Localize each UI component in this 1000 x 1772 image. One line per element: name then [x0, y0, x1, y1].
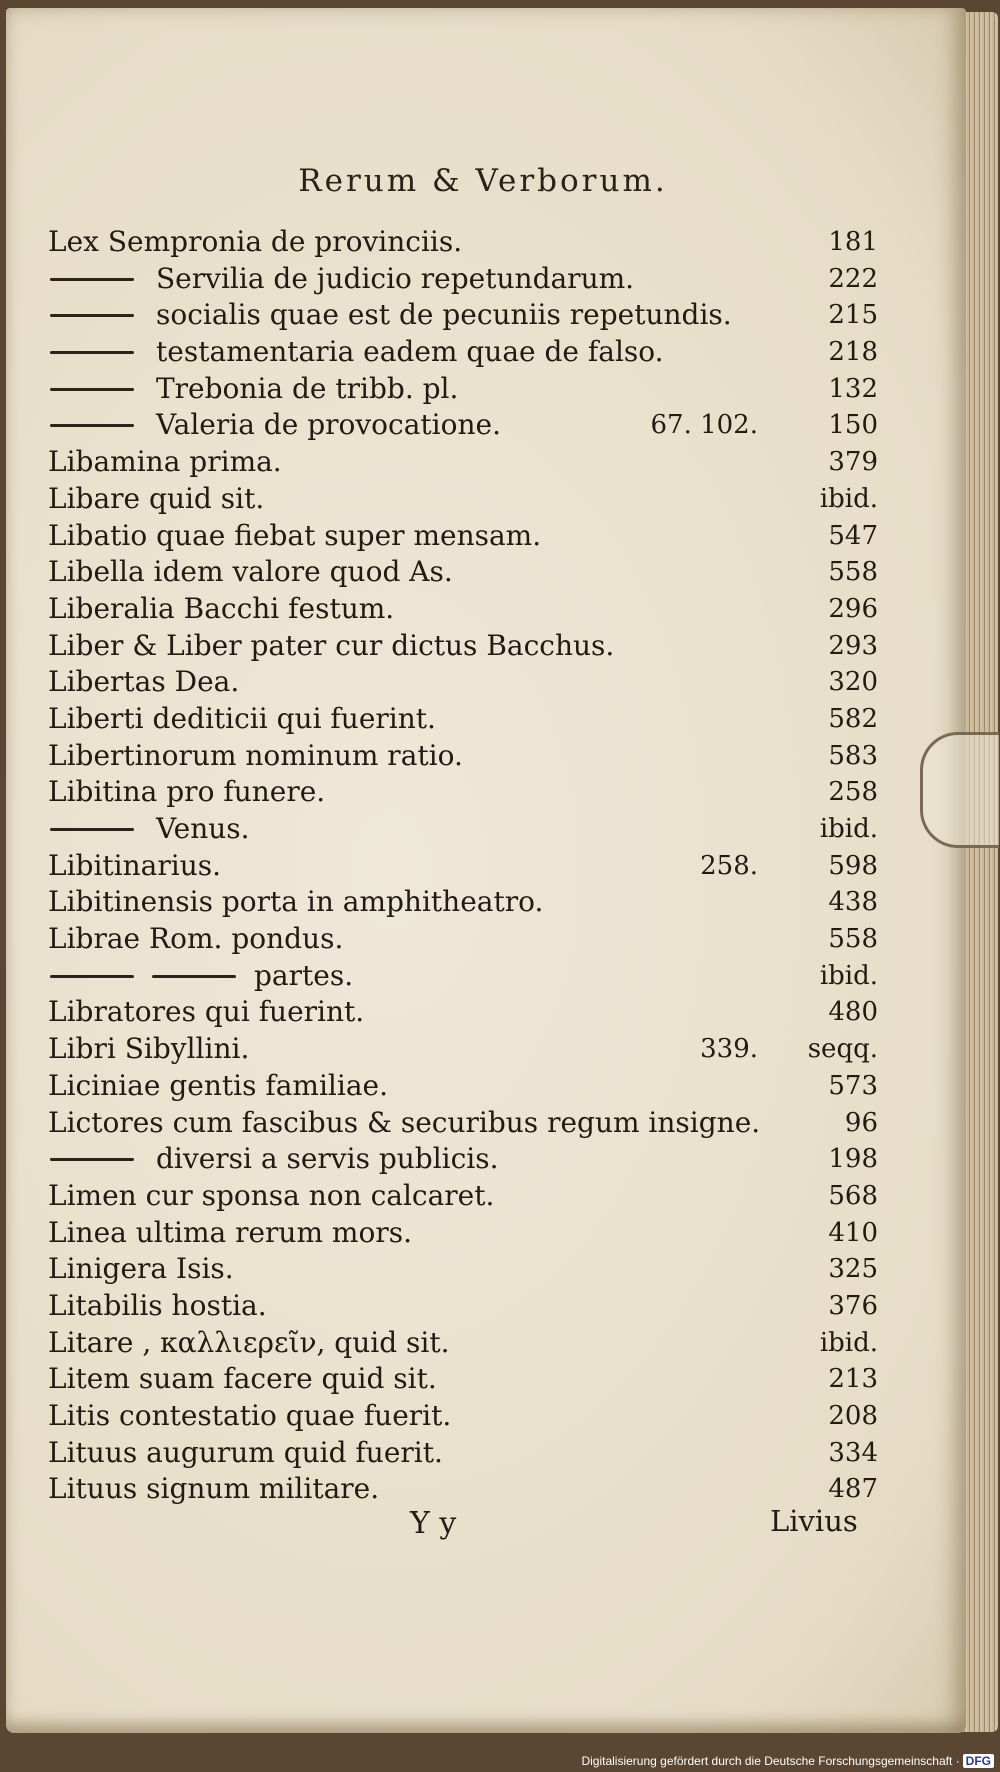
entry-term: Libella idem valore quod As.: [48, 555, 453, 589]
index-entry: [48, 1141, 878, 1178]
index-entry: [48, 481, 878, 518]
entry-page-number: 598: [828, 850, 878, 881]
ditto-dash: [50, 424, 134, 427]
entry-page-number: seqq.: [807, 1034, 878, 1065]
entry-page-number: 379: [828, 447, 878, 478]
entry-page-number: 150: [828, 410, 878, 441]
entry-term: Lictores cum fascibus & securibus regum insigne.: [48, 1105, 761, 1139]
entry-page-number: 438: [828, 887, 878, 918]
entry-page-number: 410: [828, 1217, 878, 1248]
entry-page-number: 181: [828, 227, 878, 257]
index-entry: [48, 1435, 878, 1472]
index-entry: [48, 848, 878, 885]
index-entry: [48, 1251, 878, 1288]
index-entry: [48, 1068, 878, 1105]
index-entry: [48, 1178, 878, 1215]
ditto-dash: [152, 975, 236, 978]
entry-term: Limen cur sponsa non calcaret.: [48, 1178, 495, 1212]
entry-term: Litabilis hostia.: [48, 1288, 267, 1322]
entry-page-number: 208: [828, 1401, 878, 1431]
entry-page-number: 222: [828, 263, 878, 294]
index-entry: [48, 261, 878, 298]
index-entry: [48, 1031, 878, 1068]
index-entry: [48, 444, 878, 481]
entry-page-number: 215: [828, 300, 878, 331]
ditto-dash: [50, 828, 134, 831]
index-entry: [48, 591, 878, 628]
entry-extra-refs: 339.: [700, 1034, 758, 1065]
entry-page-number: 583: [828, 740, 878, 771]
index-entry: [48, 1215, 878, 1252]
index-entry: [48, 811, 878, 848]
entry-page-number: 218: [828, 337, 878, 368]
index-entry: [48, 297, 878, 334]
entry-term: Valeria de provocatione.: [156, 408, 501, 442]
entry-page-number: 558: [828, 557, 878, 588]
index-entry: [48, 518, 878, 555]
entry-term: Libamina prima.: [48, 445, 282, 479]
entry-page-number: 293: [828, 630, 878, 661]
index-entry: [48, 1471, 878, 1508]
ditto-dash: [50, 388, 134, 391]
entry-term: Venus.: [156, 812, 250, 845]
entry-page-number: 376: [828, 1290, 878, 1321]
entry-term: testamentaria eadem quae de falso.: [156, 335, 664, 369]
ditto-dash: [50, 975, 134, 978]
digitization-credit: [581, 1754, 994, 1768]
index-entry: [48, 1105, 878, 1142]
entry-term: diversi a servis publicis.: [156, 1142, 499, 1176]
index-entry: [48, 884, 878, 921]
entry-term: Liber & Liber pater cur dictus Bacchus.: [48, 628, 615, 662]
credit-text: Digitalisierung gefördert durch die Deutsche Forschungsgemeinschaft ·: [581, 1754, 960, 1768]
catchword: Livius: [770, 1504, 858, 1538]
entry-term: Linea ultima rerum mors.: [48, 1215, 412, 1249]
entry-page-number: 547: [828, 520, 878, 551]
entry-term: Lex Sempronia de provinciis.: [48, 225, 463, 258]
entry-term: Liberalia Bacchi festum.: [48, 591, 395, 625]
entry-page-number: 296: [828, 593, 878, 624]
index-entry: [48, 994, 878, 1031]
running-header: Rerum & Verborum.: [298, 163, 668, 199]
entry-page-number: ibid.: [819, 1327, 878, 1358]
entry-page-number: ibid.: [819, 483, 878, 514]
entry-term: Libitina pro funere.: [48, 775, 326, 809]
ditto-dash: [50, 351, 134, 354]
entry-page-number: 96: [844, 1107, 878, 1138]
index-entry: [48, 628, 878, 665]
entry-term: partes.: [254, 958, 354, 992]
entry-term: Servilia de judicio repetundarum.: [156, 261, 635, 295]
ditto-dash: [50, 1158, 134, 1161]
index-entry: [48, 1398, 878, 1435]
entry-term: Litare , καλλιερεῖν, quid sit.: [48, 1325, 450, 1359]
signature-mark: Y y: [410, 1506, 457, 1541]
page-clip: [920, 732, 999, 848]
index-entry: [48, 554, 878, 591]
entry-term: socialis quae est de pecuniis repetundis.: [156, 298, 732, 332]
entry-page-number: 558: [828, 924, 878, 955]
entry-term: Linigera Isis.: [48, 1252, 234, 1286]
entry-page-number: 568: [828, 1180, 878, 1211]
ditto-dash: [50, 314, 134, 317]
entry-term: Libertinorum nominum ratio.: [48, 738, 463, 772]
index-entries: [48, 224, 878, 1508]
entry-page-number: 487: [828, 1474, 878, 1505]
entry-term: Lituus signum militare.: [48, 1472, 380, 1506]
index-entry: [48, 1325, 878, 1362]
index-entry: [48, 738, 878, 775]
entry-term: Litem suam facere quid sit.: [48, 1362, 437, 1396]
entry-page-number: 334: [828, 1437, 878, 1468]
entry-page-number: 582: [828, 703, 878, 734]
entry-term: Libri Sibyllini.: [48, 1032, 250, 1066]
index-entry: [48, 664, 878, 701]
entry-extra-refs: 258.: [700, 850, 758, 881]
entry-page-number: 132: [828, 373, 878, 404]
index-entry: [48, 407, 878, 444]
entry-page-number: ibid.: [819, 814, 878, 844]
entry-term: Lituus augurum quid fuerit.: [48, 1435, 443, 1469]
index-entry: [48, 371, 878, 408]
entry-term: Trebonia de tribb. pl.: [156, 371, 459, 405]
entry-term: Libertas Dea.: [48, 665, 240, 699]
entry-page-number: ibid.: [819, 960, 878, 991]
index-entry: [48, 334, 878, 371]
entry-page-number: 573: [828, 1070, 878, 1101]
index-entry: [48, 1361, 878, 1398]
entry-page-number: 213: [828, 1364, 878, 1395]
entry-term: Libatio quae fiebat super mensam.: [48, 518, 542, 552]
entry-page-number: 258: [828, 777, 878, 808]
entry-page-number: 198: [828, 1144, 878, 1175]
dfg-logo: DFG: [963, 1754, 994, 1768]
entry-term: Libratores qui fuerint.: [48, 995, 365, 1029]
page-edges: [962, 12, 998, 1732]
entry-term: Libitinarius.: [48, 848, 222, 882]
entry-term: Litis contestatio quae fuerit.: [48, 1399, 452, 1432]
index-entry: [48, 224, 878, 261]
entry-term: Liberti dediticii qui fuerint.: [48, 701, 436, 735]
entry-term: Libare quid sit.: [48, 481, 265, 515]
index-entry: [48, 701, 878, 738]
index-entry: [48, 921, 878, 958]
ditto-dash: [50, 278, 134, 281]
index-entry: [48, 1288, 878, 1325]
entry-page-number: 325: [828, 1254, 878, 1285]
entry-extra-refs: 67. 102.: [650, 410, 758, 441]
entry-term: Liciniae gentis familiae.: [48, 1068, 388, 1102]
entry-term: Librae Rom. pondus.: [48, 922, 344, 956]
entry-term: Libitinensis porta in amphitheatro.: [48, 885, 544, 919]
index-entry: [48, 958, 878, 995]
entry-page-number: 320: [828, 667, 878, 698]
entry-page-number: 480: [828, 997, 878, 1028]
index-entry: [48, 774, 878, 811]
